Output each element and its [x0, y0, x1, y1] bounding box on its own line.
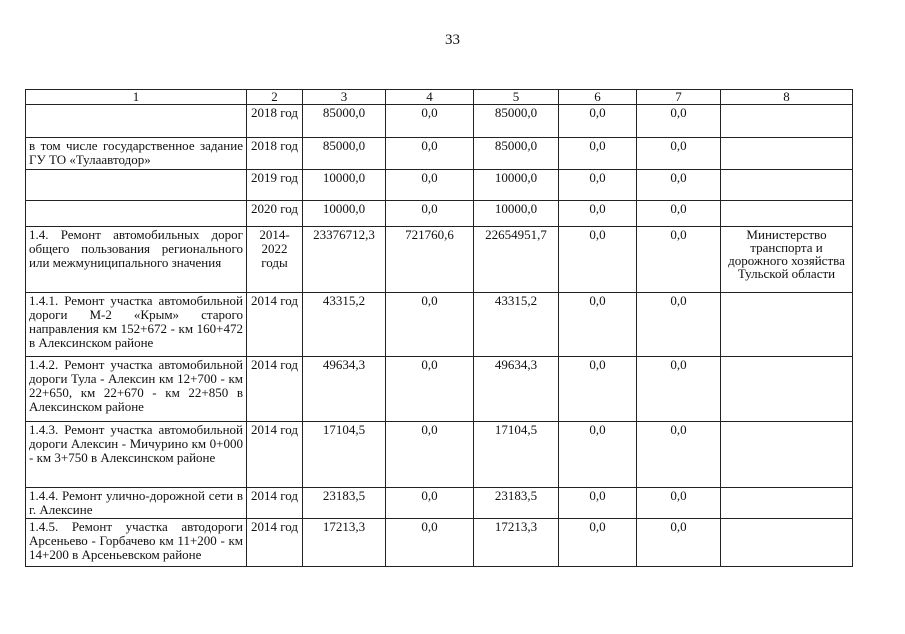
row-regional: 85000,0: [474, 105, 559, 138]
row-total: 10000,0: [303, 201, 386, 227]
row-name: 1.4.2. Ремонт участка автомобильной дороги Тула - Алексин км 12+700 - км 22+650, км 22+670 - км 22+850 в Алексинском районе: [26, 357, 247, 422]
row-name: [26, 201, 247, 227]
row-name: в том числе государственное задание ГУ ТО «Тулаавтодор»: [26, 138, 247, 170]
table-row: [26, 519, 853, 567]
row-year: 2020 год: [247, 201, 303, 227]
row-responsible: [721, 519, 853, 567]
row-year: 2018 год: [247, 105, 303, 138]
header-row: [26, 90, 853, 105]
row-name: [26, 105, 247, 138]
row-federal: 0,0: [386, 170, 474, 201]
row-responsible: [721, 170, 853, 201]
header-col-3: 3: [303, 90, 386, 105]
row-year: 2014-2022 годы: [247, 227, 303, 293]
row-year: 2014 год: [247, 293, 303, 357]
row-regional: 85000,0: [474, 138, 559, 170]
row-total: 17104,5: [303, 422, 386, 488]
row-total: 85000,0: [303, 105, 386, 138]
row-regional: 49634,3: [474, 357, 559, 422]
row-responsible: [721, 488, 853, 519]
row-total: 23183,5: [303, 488, 386, 519]
row-total: 43315,2: [303, 293, 386, 357]
row-year: 2019 год: [247, 170, 303, 201]
header-col-5: 5: [474, 90, 559, 105]
row-year: 2014 год: [247, 422, 303, 488]
row-name: 1.4.4. Ремонт улично-дорожной сети в г. Алексине: [26, 488, 247, 519]
row-regional: 17213,3: [474, 519, 559, 567]
table-row: [26, 170, 853, 201]
table-row: [26, 293, 853, 357]
row-other: 0,0: [637, 227, 721, 293]
row-federal: 0,0: [386, 201, 474, 227]
row-local: 0,0: [559, 293, 637, 357]
row-federal: 0,0: [386, 357, 474, 422]
header-col-4: 4: [386, 90, 474, 105]
row-name: [26, 170, 247, 201]
row-responsible: [721, 138, 853, 170]
header-col-7: 7: [637, 90, 721, 105]
row-federal: 0,0: [386, 105, 474, 138]
header-col-6: 6: [559, 90, 637, 105]
row-other: 0,0: [637, 105, 721, 138]
row-regional: 10000,0: [474, 170, 559, 201]
table-row: [26, 357, 853, 422]
row-local: 0,0: [559, 422, 637, 488]
row-name: 1.4.3. Ремонт участка автомобильной дороги Алексин - Мичурино км 0+000 - км 3+750 в Алексинском районе: [26, 422, 247, 488]
row-local: 0,0: [559, 170, 637, 201]
row-local: 0,0: [559, 201, 637, 227]
row-other: 0,0: [637, 488, 721, 519]
row-federal: 721760,6: [386, 227, 474, 293]
table-row: [26, 138, 853, 170]
row-name: 1.4.1. Ремонт участка автомобильной дороги М-2 «Крым» старого направления км 152+672 - км 160+472 в Алексинском районе: [26, 293, 247, 357]
row-other: 0,0: [637, 422, 721, 488]
row-name: 1.4.5. Ремонт участка автодороги Арсеньево - Горбачево км 11+200 - км 14+200 в Арсеньевском районе: [26, 519, 247, 567]
row-local: 0,0: [559, 105, 637, 138]
row-total: 17213,3: [303, 519, 386, 567]
row-local: 0,0: [559, 357, 637, 422]
row-regional: 22654951,7: [474, 227, 559, 293]
row-other: 0,0: [637, 201, 721, 227]
row-total: 85000,0: [303, 138, 386, 170]
row-other: 0,0: [637, 138, 721, 170]
row-year: 2014 год: [247, 519, 303, 567]
page-number: 33: [445, 32, 460, 48]
row-responsible: Министерство транспорта и дорожного хозяйства Тульской области: [721, 227, 853, 293]
row-local: 0,0: [559, 519, 637, 567]
row-local: 0,0: [559, 488, 637, 519]
row-federal: 0,0: [386, 519, 474, 567]
row-year: 2018 год: [247, 138, 303, 170]
row-responsible: [721, 293, 853, 357]
row-name: 1.4. Ремонт автомобильных дорог общего пользования регионального или межмуниципального значения: [26, 227, 247, 293]
row-federal: 0,0: [386, 488, 474, 519]
row-other: 0,0: [637, 293, 721, 357]
row-other: 0,0: [637, 519, 721, 567]
row-other: 0,0: [637, 170, 721, 201]
row-regional: 10000,0: [474, 201, 559, 227]
row-federal: 0,0: [386, 293, 474, 357]
row-responsible: [721, 201, 853, 227]
row-regional: 43315,2: [474, 293, 559, 357]
row-local: 0,0: [559, 138, 637, 170]
table-row: [26, 201, 853, 227]
row-local: 0,0: [559, 227, 637, 293]
table-row: [26, 227, 853, 293]
row-regional: 23183,5: [474, 488, 559, 519]
row-responsible: [721, 357, 853, 422]
row-responsible: [721, 422, 853, 488]
row-responsible: [721, 105, 853, 138]
header-col-8: 8: [721, 90, 853, 105]
budget-table: [25, 89, 853, 567]
table-row: [26, 488, 853, 519]
row-total: 23376712,3: [303, 227, 386, 293]
row-other: 0,0: [637, 357, 721, 422]
row-year: 2014 год: [247, 488, 303, 519]
table-row: [26, 105, 853, 138]
header-col-2: 2: [247, 90, 303, 105]
row-year: 2014 год: [247, 357, 303, 422]
row-regional: 17104,5: [474, 422, 559, 488]
header-col-1: 1: [26, 90, 247, 105]
row-total: 49634,3: [303, 357, 386, 422]
row-federal: 0,0: [386, 138, 474, 170]
row-total: 10000,0: [303, 170, 386, 201]
row-federal: 0,0: [386, 422, 474, 488]
table-row: [26, 422, 853, 488]
